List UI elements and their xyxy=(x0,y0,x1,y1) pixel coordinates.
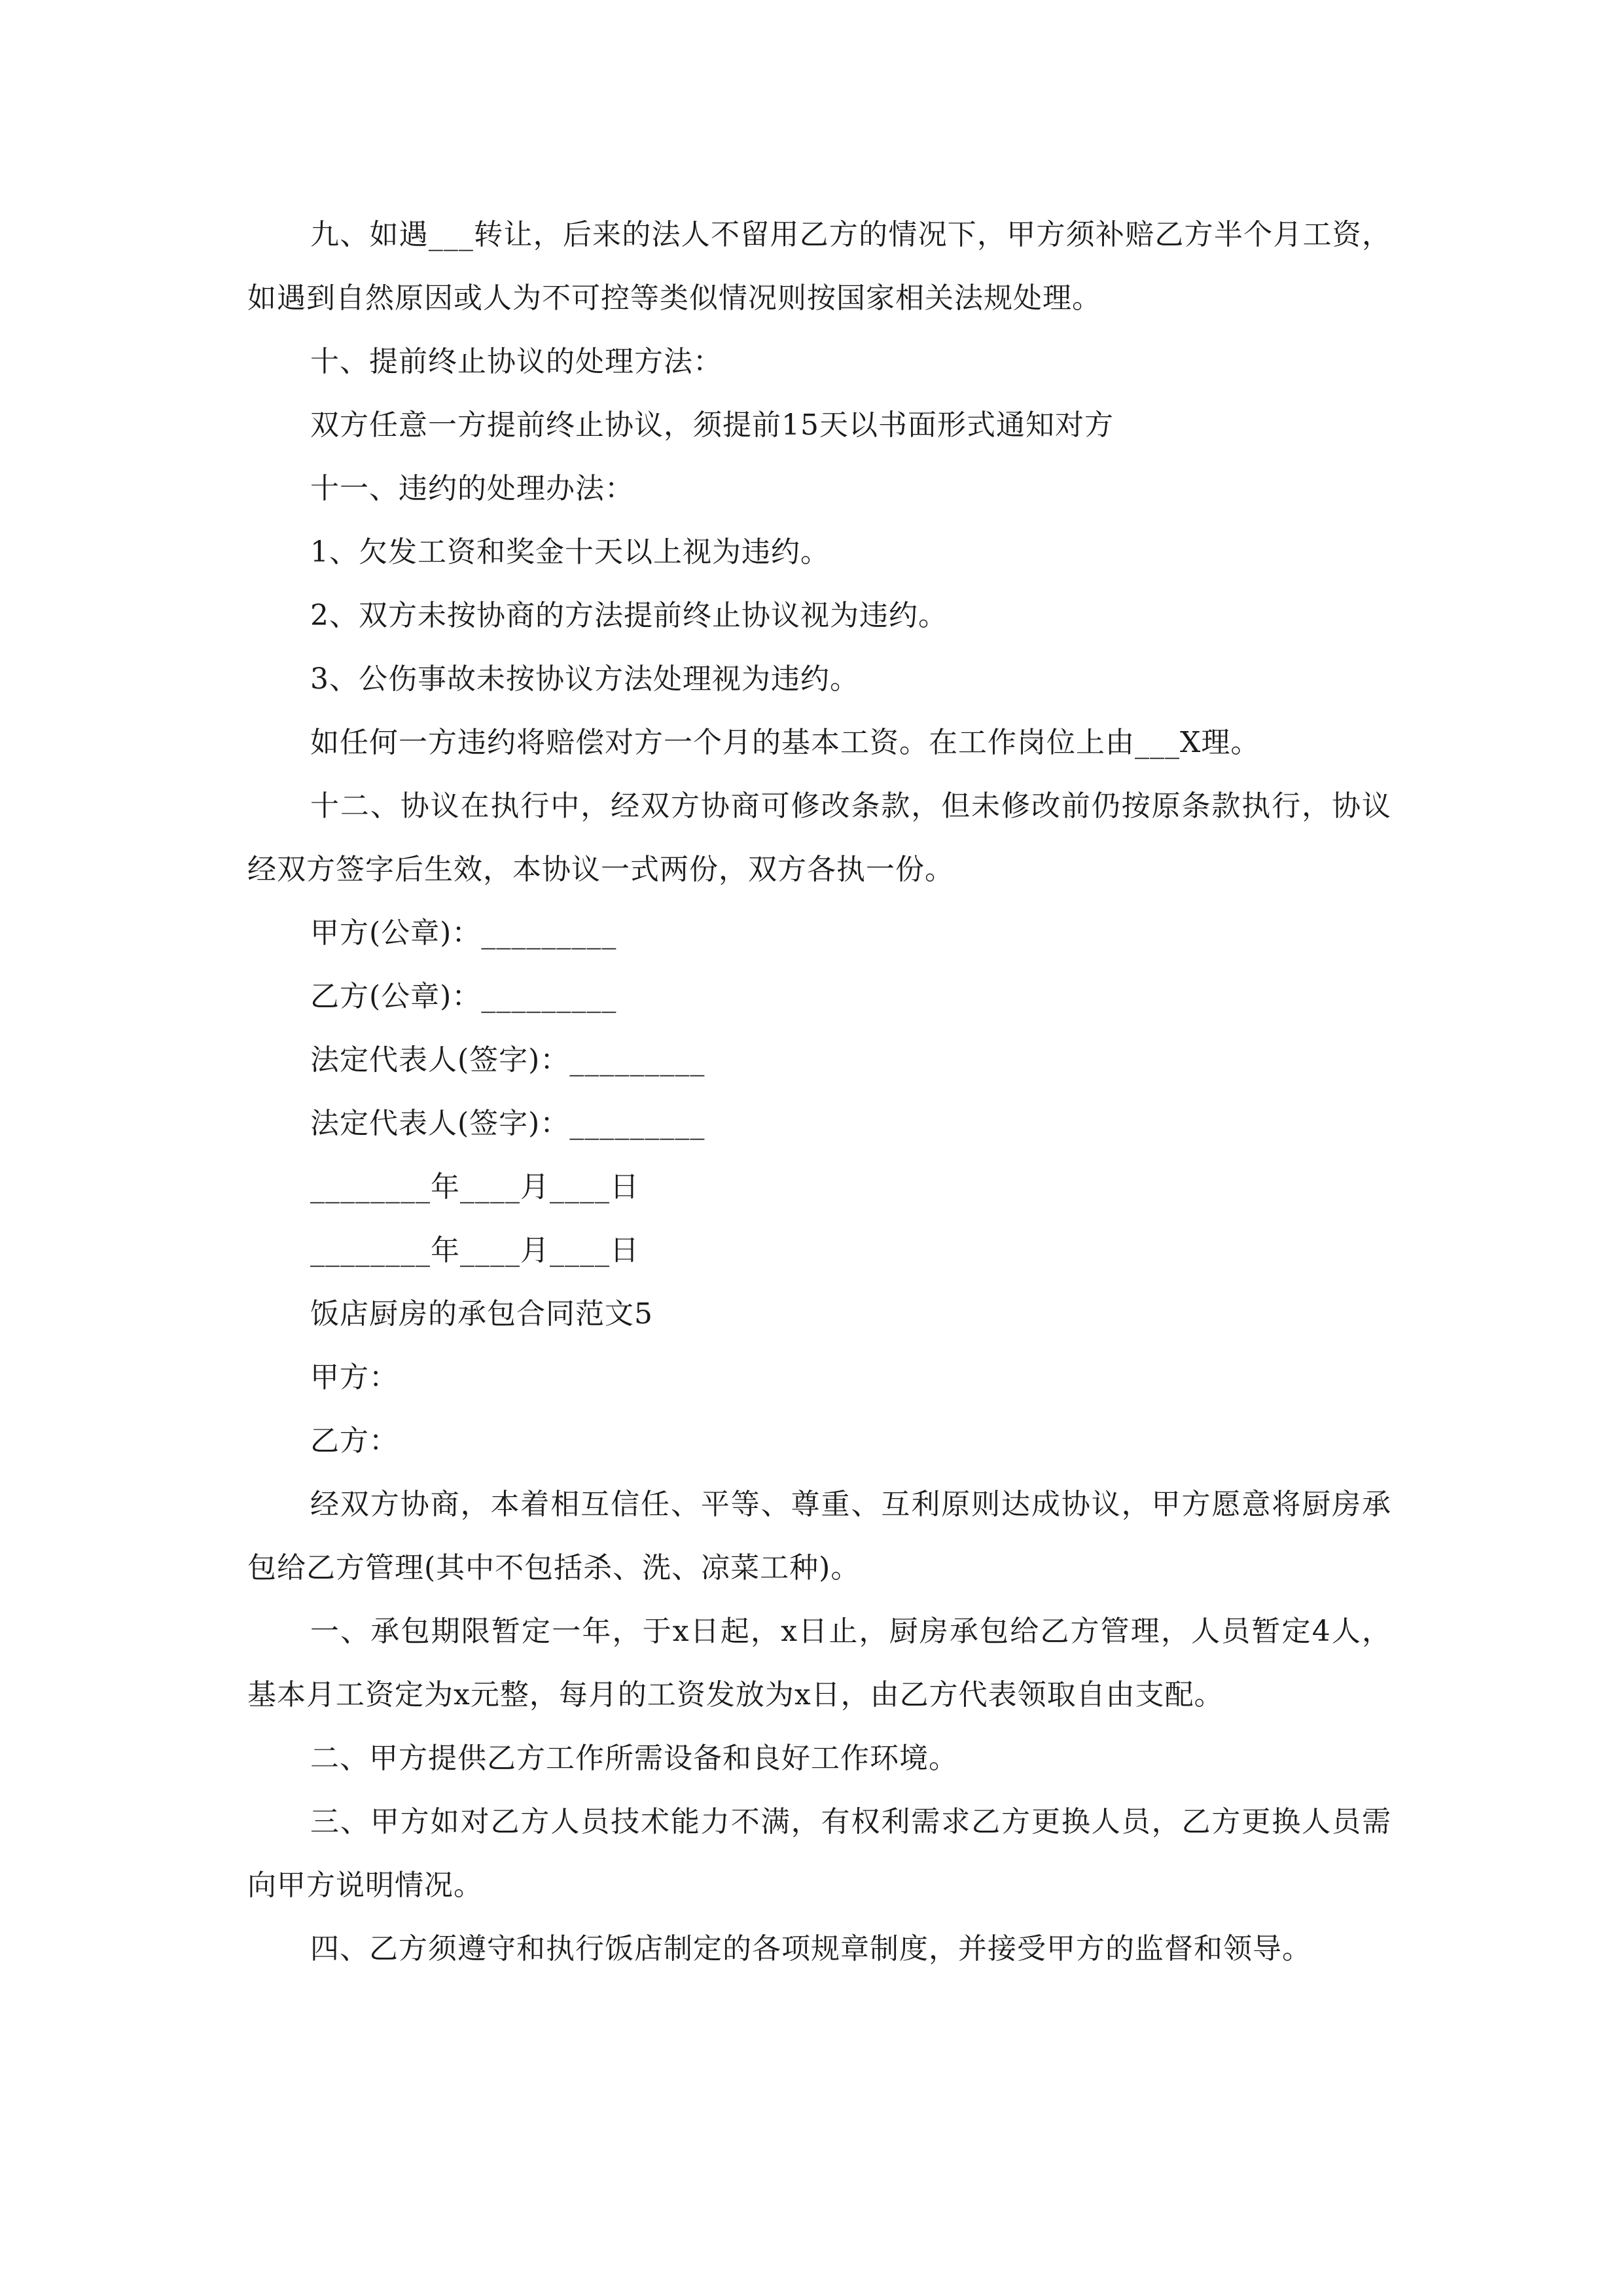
paragraph-clause-12: 十二、协议在执行中，经双方协商可修改条款，但未修改前仍按原条款执行，协议经双方签字后生效，本协议一式两份，双方各执一份。 xyxy=(247,789,1391,886)
signature-legal-rep-2: 法定代表人(签字)：_________ xyxy=(310,1107,705,1140)
signature-date-2: ________年____月____日 xyxy=(310,1234,639,1267)
paragraph-term-4: 四、乙方须遵守和执行饭店制定的各项规章制度，并接受甲方的监督和领导。 xyxy=(310,1932,1311,1965)
paragraph-clause-10-body: 双方任意一方提前终止协议，须提前15天以书面形式通知对方 xyxy=(310,408,1114,442)
document-page xyxy=(247,203,1391,1981)
section-title-sample-5: 饭店厨房的承包合同范文5 xyxy=(310,1297,653,1331)
signature-party-a-seal: 甲方(公章)：_________ xyxy=(310,916,617,950)
paragraph-clause-11-item-2: 2、双方未按协商的方法提前终止协议视为违约。 xyxy=(310,599,948,632)
paragraph-clause-11-item-1: 1、欠发工资和奖金十天以上视为违约。 xyxy=(310,535,830,569)
paragraph-term-3: 三、甲方如对乙方人员技术能力不满，有权利需求乙方更换人员，乙方更换人员需向甲方说明情况。 xyxy=(247,1805,1391,1902)
paragraph-clause-9: 九、如遇___转让，后来的法人不留用乙方的情况下，甲方须补赔乙方半个月工资，如遇到自然原因或人为不可控等类似情况则按国家相关法规处理。 xyxy=(247,218,1391,315)
paragraph-clause-10-heading: 十、提前终止协议的处理方法： xyxy=(310,345,722,378)
signature-party-b-seal: 乙方(公章)：_________ xyxy=(310,980,617,1013)
signature-legal-rep-1: 法定代表人(签字)：_________ xyxy=(310,1043,705,1077)
paragraph-clause-11-item-3: 3、公伤事故未按协议方法处理视为违约。 xyxy=(310,662,859,696)
party-b-line: 乙方： xyxy=(310,1424,399,1458)
paragraph-clause-11-heading: 十一、违约的处理办法： xyxy=(310,472,634,505)
paragraph-compensation: 如任何一方违约将赔偿对方一个月的基本工资。在工作岗位上由___X理。 xyxy=(310,726,1260,759)
paragraph-preamble: 经双方协商，本着相互信任、平等、尊重、互利原则达成协议，甲方愿意将厨房承包给乙方管理(其中不包括杀、洗、凉菜工种)。 xyxy=(247,1488,1391,1585)
party-a-line: 甲方： xyxy=(310,1361,399,1394)
paragraph-term-1: 一、承包期限暂定一年，于x日起，x日止，厨房承包给乙方管理，人员暂定4人，基本月工资定为x元整，每月的工资发放为x日，由乙方代表领取自由支配。 xyxy=(247,1615,1391,1712)
signature-date-1: ________年____月____日 xyxy=(310,1170,639,1204)
paragraph-term-2: 二、甲方提供乙方工作所需设备和良好工作环境。 xyxy=(310,1742,958,1775)
